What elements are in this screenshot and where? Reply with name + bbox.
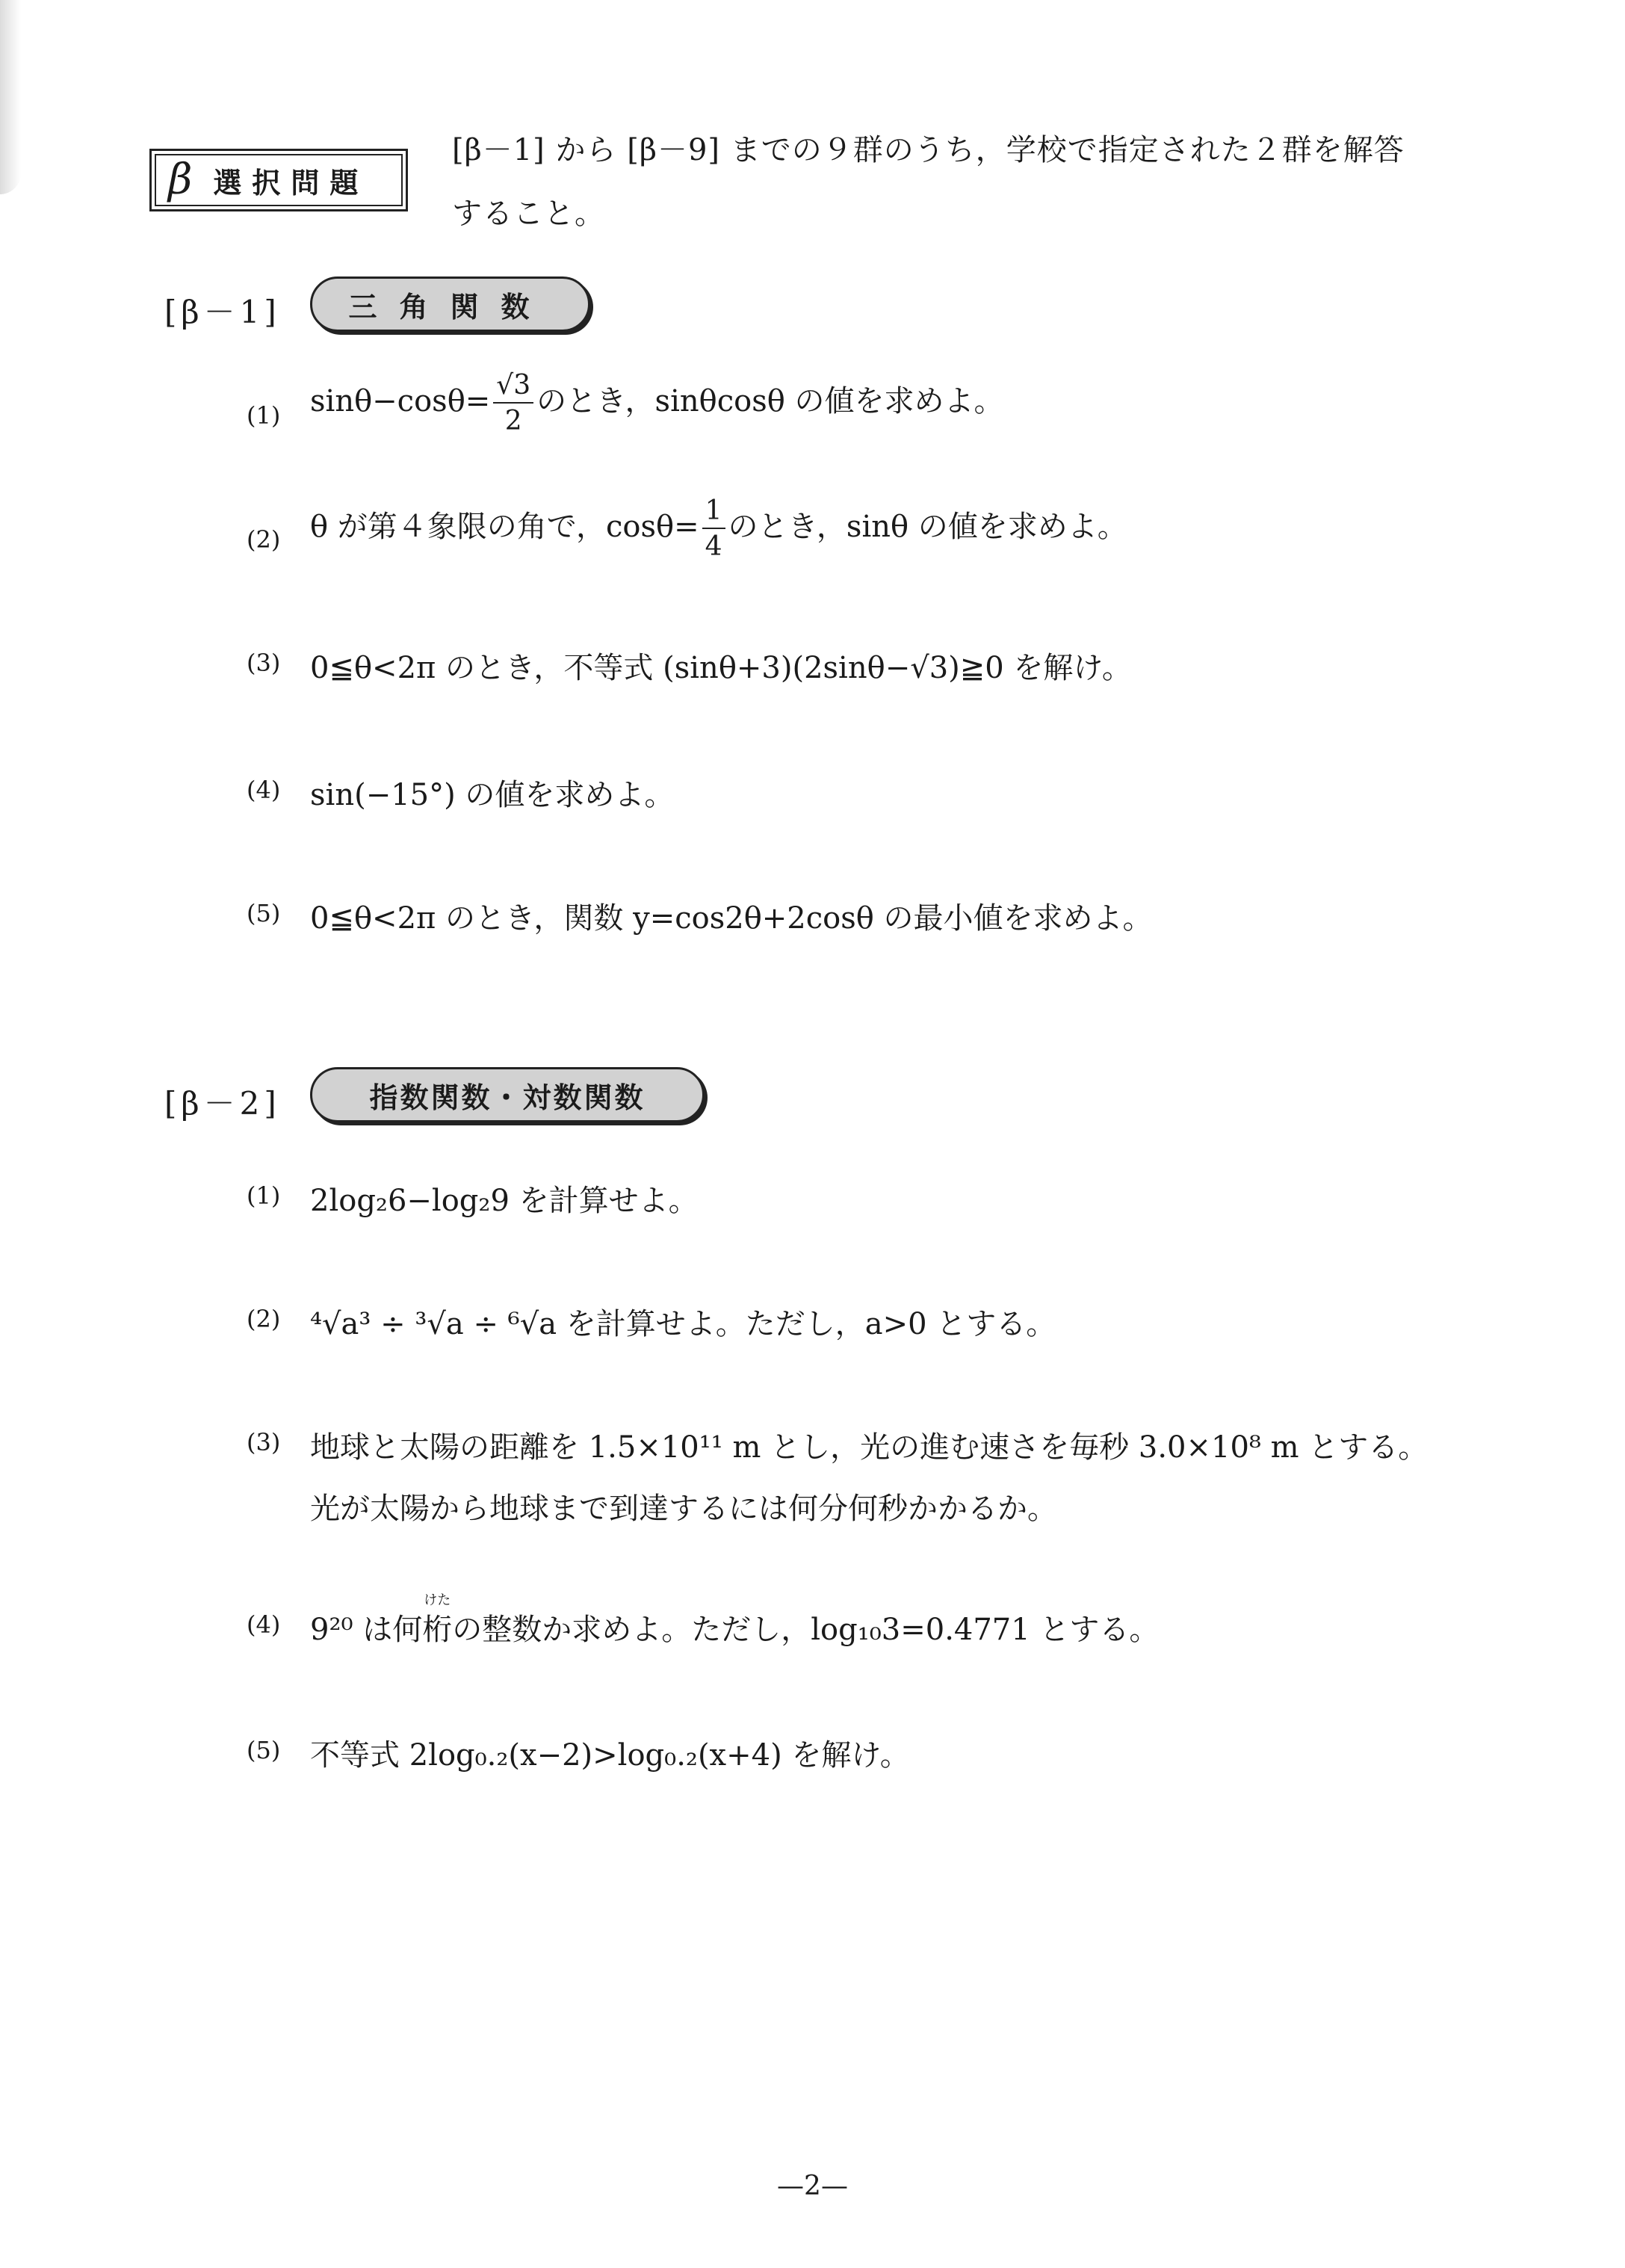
question-number: (4) <box>247 1610 281 1639</box>
question-number: (5) <box>247 1736 281 1764</box>
question-text: 0≦θ<2π のとき，関数 y=cos2θ+2cosθ の最小値を求めよ。 <box>310 901 1153 936</box>
ruby-annotation <box>422 1592 453 1649</box>
question-text <box>310 495 1127 562</box>
question-text: 不等式 2log₀.₂(x−2)>log₀.₂(x+4) を解け。 <box>310 1738 910 1773</box>
question-number: (3) <box>247 1428 281 1456</box>
fraction-numerator: 1 <box>702 498 725 529</box>
question-text-pre: θ が第４象限の角で，cosθ= <box>310 510 699 544</box>
question-number: (2) <box>247 1305 281 1333</box>
section-label-beta1: [β－1] <box>164 294 281 330</box>
question-text <box>310 1592 1160 1649</box>
question-number: (5) <box>247 899 281 927</box>
fraction <box>493 372 533 435</box>
page-edge-shadow <box>0 0 21 194</box>
ruby-reading: けた <box>424 1592 451 1608</box>
question-number: (4) <box>247 776 281 804</box>
question-text: sin(−15°) の値を求めよ。 <box>310 778 675 812</box>
section-title-trig: 三角関数 <box>310 276 590 332</box>
fraction <box>702 495 725 562</box>
question-number: (1) <box>247 1181 281 1210</box>
question-text-pre: 9²⁰ は何 <box>310 1613 423 1647</box>
fraction-denominator: 2 <box>504 406 522 436</box>
section-label-beta2: [β－2] <box>164 1085 281 1122</box>
question-number: (3) <box>247 649 281 677</box>
fraction-denominator: 4 <box>705 531 722 562</box>
page-number: —2— <box>777 2171 848 2201</box>
fraction-numerator: √3 <box>493 372 533 404</box>
intro-text-line2: すること。 <box>452 197 605 231</box>
ruby-base: 桁 <box>422 1613 453 1647</box>
question-text-post: のとき，sinθ の値を求めよ。 <box>728 510 1127 544</box>
beta-symbol: β <box>168 155 193 204</box>
question-text: 0≦θ<2π のとき，不等式 (sinθ+3)(2sinθ−√3)≧0 を解け。 <box>310 651 1132 685</box>
intro-text-line1: [β－1] から [β－9] までの９群のうち，学校で指定された２群を解答 <box>452 133 1405 167</box>
question-text-post: のとき，sinθcosθ の値を求めよ。 <box>536 384 1004 418</box>
section-title-exp-log: 指数関数・対数関数 <box>310 1067 705 1122</box>
selection-problem-label: 選択問題 <box>213 166 369 200</box>
question-text-pre: sinθ−cosθ= <box>310 384 491 418</box>
question-text: 2log₂6−log₂9 を計算せよ。 <box>310 1184 699 1218</box>
question-number: (1) <box>247 401 281 430</box>
question-text-line2: 光が太陽から地球まで到達するには何分何秒かかるか。 <box>310 1492 1057 1526</box>
question-text: ⁴√a³ ÷ ³√a ÷ ⁶√a を計算せよ。ただし，a>0 とする。 <box>310 1307 1056 1341</box>
question-text-post: の整数か求めよ。ただし，log₁₀3=0.4771 とする。 <box>452 1613 1160 1647</box>
question-text <box>310 372 1004 435</box>
question-text-line1: 地球と太陽の距離を 1.5×10¹¹ m とし，光の進む速さを毎秒 3.0×10⁸ m とする。 <box>310 1430 1429 1465</box>
selection-problem-header-box <box>149 149 408 211</box>
question-number: (2) <box>247 525 281 554</box>
